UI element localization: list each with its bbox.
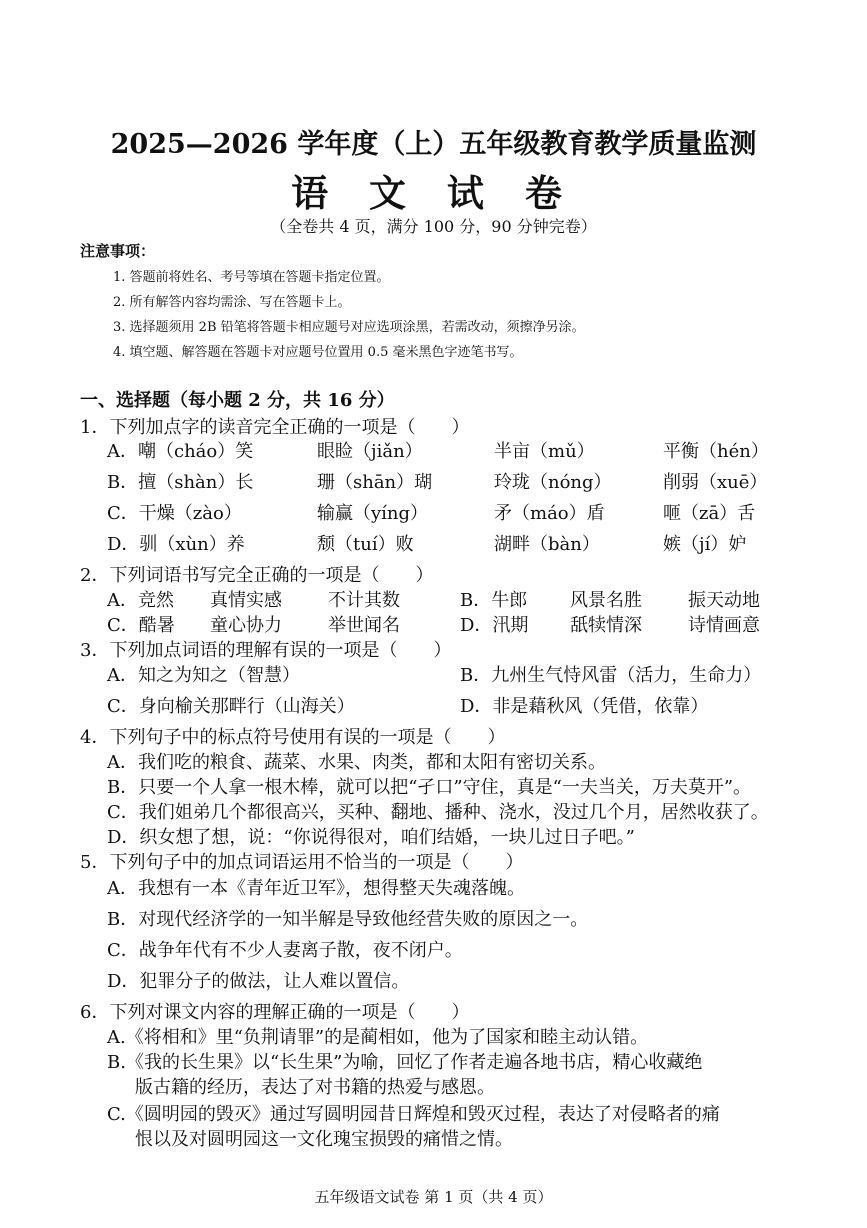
section-heading: 一、选择题（每小题 2 分，共 16 分）: [80, 390, 395, 411]
option: A．我们吃的粮食、蔬菜、水果、肉类，都和太阳有密切关系。: [107, 752, 606, 773]
option-word: 不计其数: [328, 590, 400, 611]
option: C．我们姐弟几个都很高兴，买种、翻地、播种、浇水，没过几个月，居然收获了。: [107, 802, 769, 823]
option: 湖畔（bàn）: [494, 534, 600, 555]
option: 颓（tuí）败: [317, 534, 414, 555]
option: 削弱（xuē）: [663, 472, 768, 493]
exam-title: 2025—2026 学年度（上）五年级教育教学质量监测: [110, 129, 757, 160]
option-word: 真情实感: [210, 590, 282, 611]
option: C.《圆明园的毁灭》通过写圆明园昔日辉煌和毁灭过程，表达了对侵略者的痛: [107, 1104, 720, 1125]
question-stem: 6．下列对课文内容的理解正确的一项是（ ）: [80, 1002, 470, 1023]
option: C．酷暑: [107, 615, 175, 636]
option-word: 童心协力: [210, 615, 282, 636]
option: B．只要一个人拿一根木棒，就可以把“孑口”守住，真是“一夫当关，万夫莫开”。: [107, 777, 752, 798]
option: 半亩（mǔ）: [494, 441, 595, 462]
option: D．非是藉秋风（凭借，依靠）: [460, 696, 709, 717]
option: C．身向榆关那畔行（山海关）: [107, 696, 355, 717]
option: 珊（shān）瑚: [317, 472, 433, 493]
question-stem: 2．下列词语书写完全正确的一项是（ ）: [80, 565, 434, 586]
subject-title: 语 文 试 卷: [291, 171, 576, 215]
notice-item: 3. 选择题须用 2B 铅笔将答题卡相应题号对应选项涂黑，若需改动，须擦净另涂。: [113, 320, 585, 335]
option: A．竞然: [107, 590, 174, 611]
option: A.《将相和》里“负荆请罪”的是蔺相如，他为了国家和睦主动认错。: [107, 1027, 649, 1048]
option: D．驯（xùn）养: [107, 534, 245, 555]
question-stem: 3．下列加点词语的理解有误的一项是（ ）: [80, 640, 452, 661]
exam-info: （全卷共 4 页，满分 100 分，90 分钟完卷）: [270, 217, 597, 236]
notice-item: 1. 答题前将姓名、考号等填在答题卡指定位置。: [113, 270, 390, 285]
option: D．织女想了想，说：“你说得很对，咱们结婚，一块儿过日子吧。”: [107, 827, 635, 848]
option: A．我想有一本《青年近卫军》，想得整天失魂落魄。: [107, 878, 525, 899]
option: C．战争年代有不少人妻离子散，夜不闭户。: [107, 940, 463, 961]
option-word: 振天动地: [688, 590, 760, 611]
option: D．犯罪分子的做法，让人难以置信。: [107, 971, 410, 992]
question-stem: 1．下列加点字的读音完全正确的一项是（ ）: [80, 417, 470, 438]
option: B．牛郎: [460, 590, 528, 611]
option-word: 风景名胜: [570, 590, 642, 611]
option: B．擅（shàn）长: [107, 472, 254, 493]
option: 矛（máo）盾: [494, 503, 605, 524]
option-word: 舐犊情深: [570, 615, 642, 636]
option: A．嘲（cháo）笑: [107, 441, 254, 462]
notice-heading: 注意事项：: [80, 242, 156, 260]
notice-item: 4. 填空题、解答题在答题卡对应题号位置用 0.5 毫米黑色字迹笔书写。: [113, 345, 523, 360]
option: 玲珑（nóng）: [494, 472, 612, 493]
option: B．九州生气恃风雷（活力，生命力）: [460, 665, 762, 686]
question-stem: 5．下列句子中的加点词语运用不恰当的一项是（ ）: [80, 852, 524, 873]
option: 咂（zā）舌: [663, 503, 756, 524]
question-stem: 4．下列句子中的标点符号使用有误的一项是（ ）: [80, 727, 506, 748]
page-footer: 五年级语文试卷 第 1 页（共 4 页）: [314, 1188, 553, 1206]
option-word: 诗情画意: [688, 615, 760, 636]
option: 平衡（hén）: [663, 441, 769, 462]
option-word: 举世闻名: [328, 615, 400, 636]
option: 眼睑（jiǎn）: [317, 441, 423, 462]
option-continuation: 恨以及对圆明园这一文化瑰宝损毁的痛惜之情。: [135, 1129, 513, 1150]
option: A．知之为知之（智慧）: [107, 665, 300, 686]
option: 嫉（jí）妒: [663, 534, 747, 555]
option: D．汛期: [460, 615, 529, 636]
option: 输赢（yíng）: [317, 503, 429, 524]
option: B．对现代经济学的一知半解是导致他经营失败的原因之一。: [107, 909, 589, 930]
notice-item: 2. 所有解答内容均需涂、写在答题卡上。: [113, 295, 351, 310]
option: B.《我的长生果》以“长生果”为喻，回忆了作者走遍各地书店，精心收藏绝: [107, 1052, 703, 1073]
option: C．干燥（zào）: [107, 503, 242, 524]
option-continuation: 版古籍的经历，表达了对书籍的热爱与感恩。: [135, 1077, 495, 1098]
